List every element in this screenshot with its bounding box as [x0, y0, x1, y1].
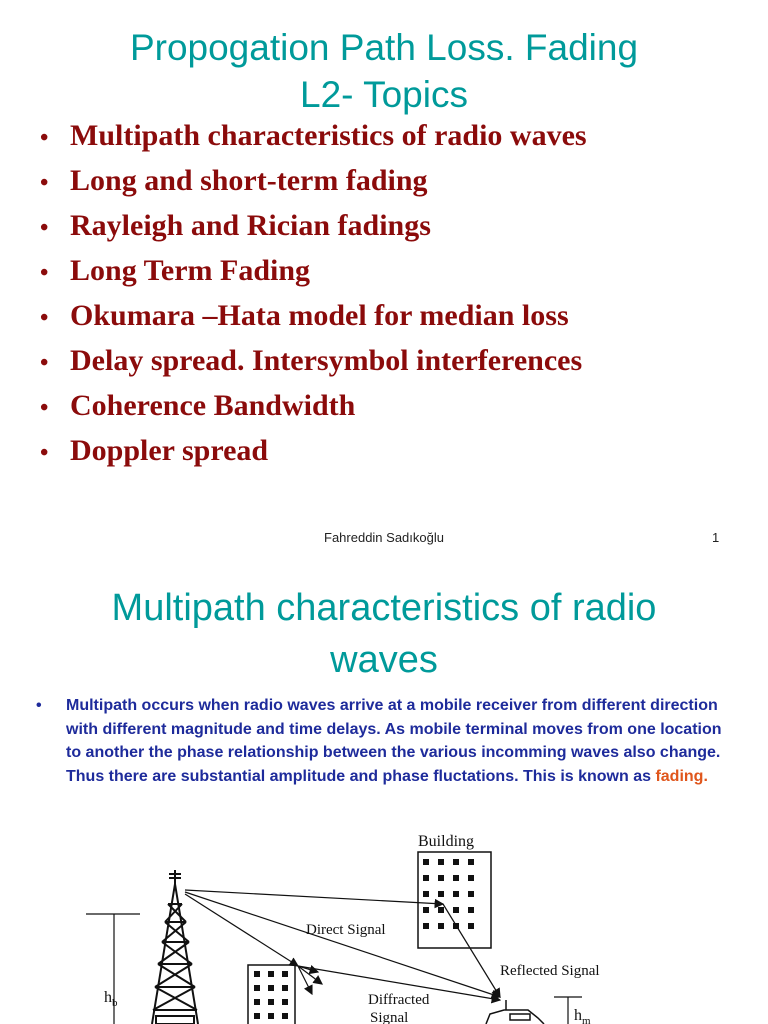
fading-highlight: fading. — [655, 767, 708, 785]
page-number: 1 — [712, 530, 720, 545]
antenna-tower-icon — [152, 870, 198, 1024]
direct-signal-label: Direct Signal — [306, 922, 386, 938]
slide-2 — [0, 560, 768, 1024]
building-icon — [418, 852, 491, 948]
title-line-1: Multipath characteristics of radio — [111, 587, 657, 629]
list-item: • Coherence Bandwidth — [40, 386, 587, 431]
title-line-1: Propogation Path Loss. Fading — [129, 27, 639, 68]
slide-2-title — [0, 582, 768, 686]
small-building-icon — [248, 965, 295, 1024]
hb-label: $h_b$ — [104, 989, 118, 1009]
diffracted-signal-label-1: Diffracted — [368, 992, 430, 1008]
car-icon — [486, 1000, 544, 1024]
list-item: • Multipath characteristics of radio waves — [40, 116, 587, 161]
bullet-icon: • — [40, 305, 49, 331]
building-label: Building — [418, 833, 475, 850]
bullet-icon: • — [40, 215, 49, 241]
list-item: • Okumara –Hata model for median loss — [40, 296, 587, 341]
signal-paths — [185, 890, 500, 1000]
slide-1-title — [0, 24, 768, 118]
bullet-icon: • — [40, 350, 49, 376]
title-line-2: waves — [330, 639, 438, 681]
bullet-icon: • — [40, 170, 49, 196]
paragraph-text: Multipath occurs when radio waves arrive at a mobile receiver from different direction with different magnitude and time delays. As mobile terminal moves from one location to another the phase relationship between the various incomming waves also change. Thus there are substantial amplitude and phase fluctations. This is known as fading. — [66, 697, 722, 785]
multipath-diagram — [0, 822, 768, 1024]
multipath-paragraph — [36, 694, 736, 788]
bullet-icon: • — [40, 260, 49, 286]
bullet-icon: • — [36, 697, 42, 714]
bullet-icon: • — [40, 395, 49, 421]
bullet-icon: • — [40, 125, 49, 151]
list-item: • Doppler spread — [40, 431, 587, 476]
hm-label: $h_m$ — [574, 1007, 591, 1024]
title-line-2: L2- Topics — [300, 74, 468, 115]
topic-list — [40, 116, 587, 476]
list-item: • Delay spread. Intersymbol interferences — [40, 341, 587, 386]
footer-author: Fahreddin Sadıkoğlu — [324, 530, 444, 545]
bullet-icon: • — [40, 440, 49, 466]
diffracted-signal-label-2: Signal — [370, 1010, 409, 1024]
list-item: • Long and short-term fading — [40, 161, 587, 206]
list-item: • Rayleigh and Rician fadings — [40, 206, 587, 251]
reflected-signal-label: Reflected Signal — [500, 963, 600, 979]
list-item: • Long Term Fading — [40, 251, 587, 296]
